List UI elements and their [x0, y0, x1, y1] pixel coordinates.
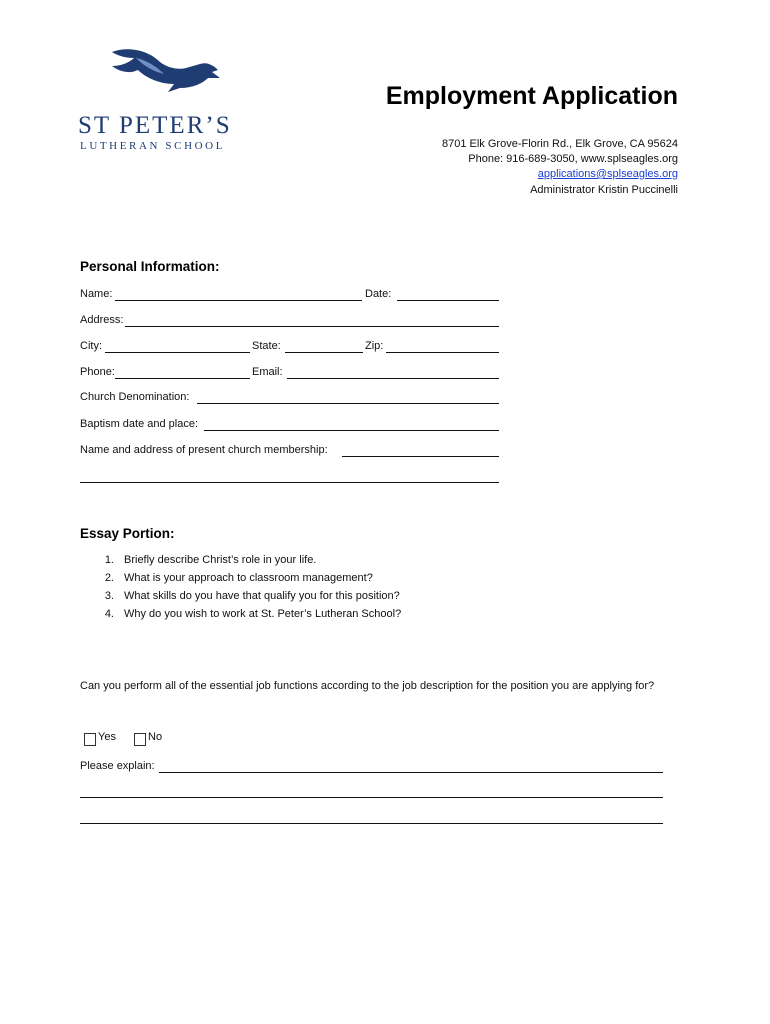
- name-date-row: [80, 288, 500, 304]
- personal-information-heading: Personal Information:: [80, 259, 220, 274]
- baptism-row: [80, 418, 500, 434]
- yes-no-row: [80, 731, 280, 747]
- address-field[interactable]: [125, 326, 499, 327]
- job-functions-question: Can you perform all of the essential job functions according to the job description for the position you are applying for?: [80, 680, 655, 692]
- logo-title: ST PETER’S: [78, 112, 232, 139]
- state-label: State:: [252, 340, 281, 352]
- church-denomination-field[interactable]: [197, 403, 499, 404]
- yes-label: Yes: [98, 731, 116, 743]
- administrator-name: Administrator Kristin Puccinelli: [530, 184, 678, 196]
- name-label: Name:: [80, 288, 113, 300]
- phone-field[interactable]: [115, 378, 250, 379]
- essay-portion-heading: Essay Portion:: [80, 526, 175, 541]
- school-logo: [78, 44, 238, 154]
- city-label: City:: [80, 340, 102, 352]
- essay-item-text: What skills do you have that qualify you for this position?: [124, 590, 400, 602]
- name-field[interactable]: [115, 300, 362, 301]
- church-membership-label: Name and address of present church membership:: [80, 444, 328, 456]
- application-email-link[interactable]: applications@splseagles.org: [537, 168, 678, 180]
- state-field[interactable]: [285, 352, 363, 353]
- explain-label: Please explain:: [80, 760, 155, 772]
- zip-label: Zip:: [365, 340, 384, 352]
- essay-item-number: 1.: [104, 554, 114, 566]
- church-membership-row: [80, 444, 500, 460]
- phone-label: Phone:: [80, 366, 115, 378]
- date-label: Date:: [365, 288, 392, 300]
- essay-item-number: 2.: [104, 572, 114, 584]
- city-state-zip-row: [80, 340, 500, 356]
- school-phone-web: Phone: 916-689-3050, www.splseagles.org: [468, 153, 678, 165]
- church-membership-field-line2[interactable]: [80, 482, 499, 483]
- phone-email-row: [80, 366, 500, 382]
- essay-item-text: Briefly describe Christ’s role in your life.: [124, 554, 317, 566]
- church-denomination-label: Church Denomination:: [80, 391, 190, 403]
- yes-checkbox[interactable]: [84, 733, 96, 746]
- explain-field-line2[interactable]: [80, 797, 663, 798]
- church-denomination-row: [80, 391, 500, 407]
- baptism-label: Baptism date and place:: [80, 418, 199, 430]
- explain-row: [80, 760, 664, 776]
- logo-subtitle: LUTHERAN SCHOOL: [80, 140, 226, 152]
- address-row: [80, 314, 500, 330]
- school-address: 8701 Elk Grove-Florin Rd., Elk Grove, CA 95624: [442, 138, 678, 150]
- zip-field[interactable]: [386, 352, 499, 353]
- email-label: Email:: [252, 366, 283, 378]
- date-field[interactable]: [397, 300, 499, 301]
- explain-field-line3[interactable]: [80, 823, 663, 824]
- church-membership-field[interactable]: [342, 456, 499, 457]
- essay-item-text: Why do you wish to work at St. Peter’s Lutheran School?: [124, 608, 402, 620]
- no-checkbox[interactable]: [134, 733, 146, 746]
- city-field[interactable]: [105, 352, 250, 353]
- explain-field[interactable]: [159, 772, 663, 773]
- essay-item-number: 3.: [104, 590, 114, 602]
- no-label: No: [148, 731, 163, 743]
- email-field[interactable]: [287, 378, 499, 379]
- baptism-field[interactable]: [204, 430, 499, 431]
- essay-item-number: 4.: [104, 608, 114, 620]
- address-label: Address:: [80, 314, 124, 326]
- page-title: Employment Application: [385, 82, 678, 110]
- essay-item-text: What is your approach to classroom management?: [124, 572, 373, 584]
- eagle-icon: [108, 44, 228, 102]
